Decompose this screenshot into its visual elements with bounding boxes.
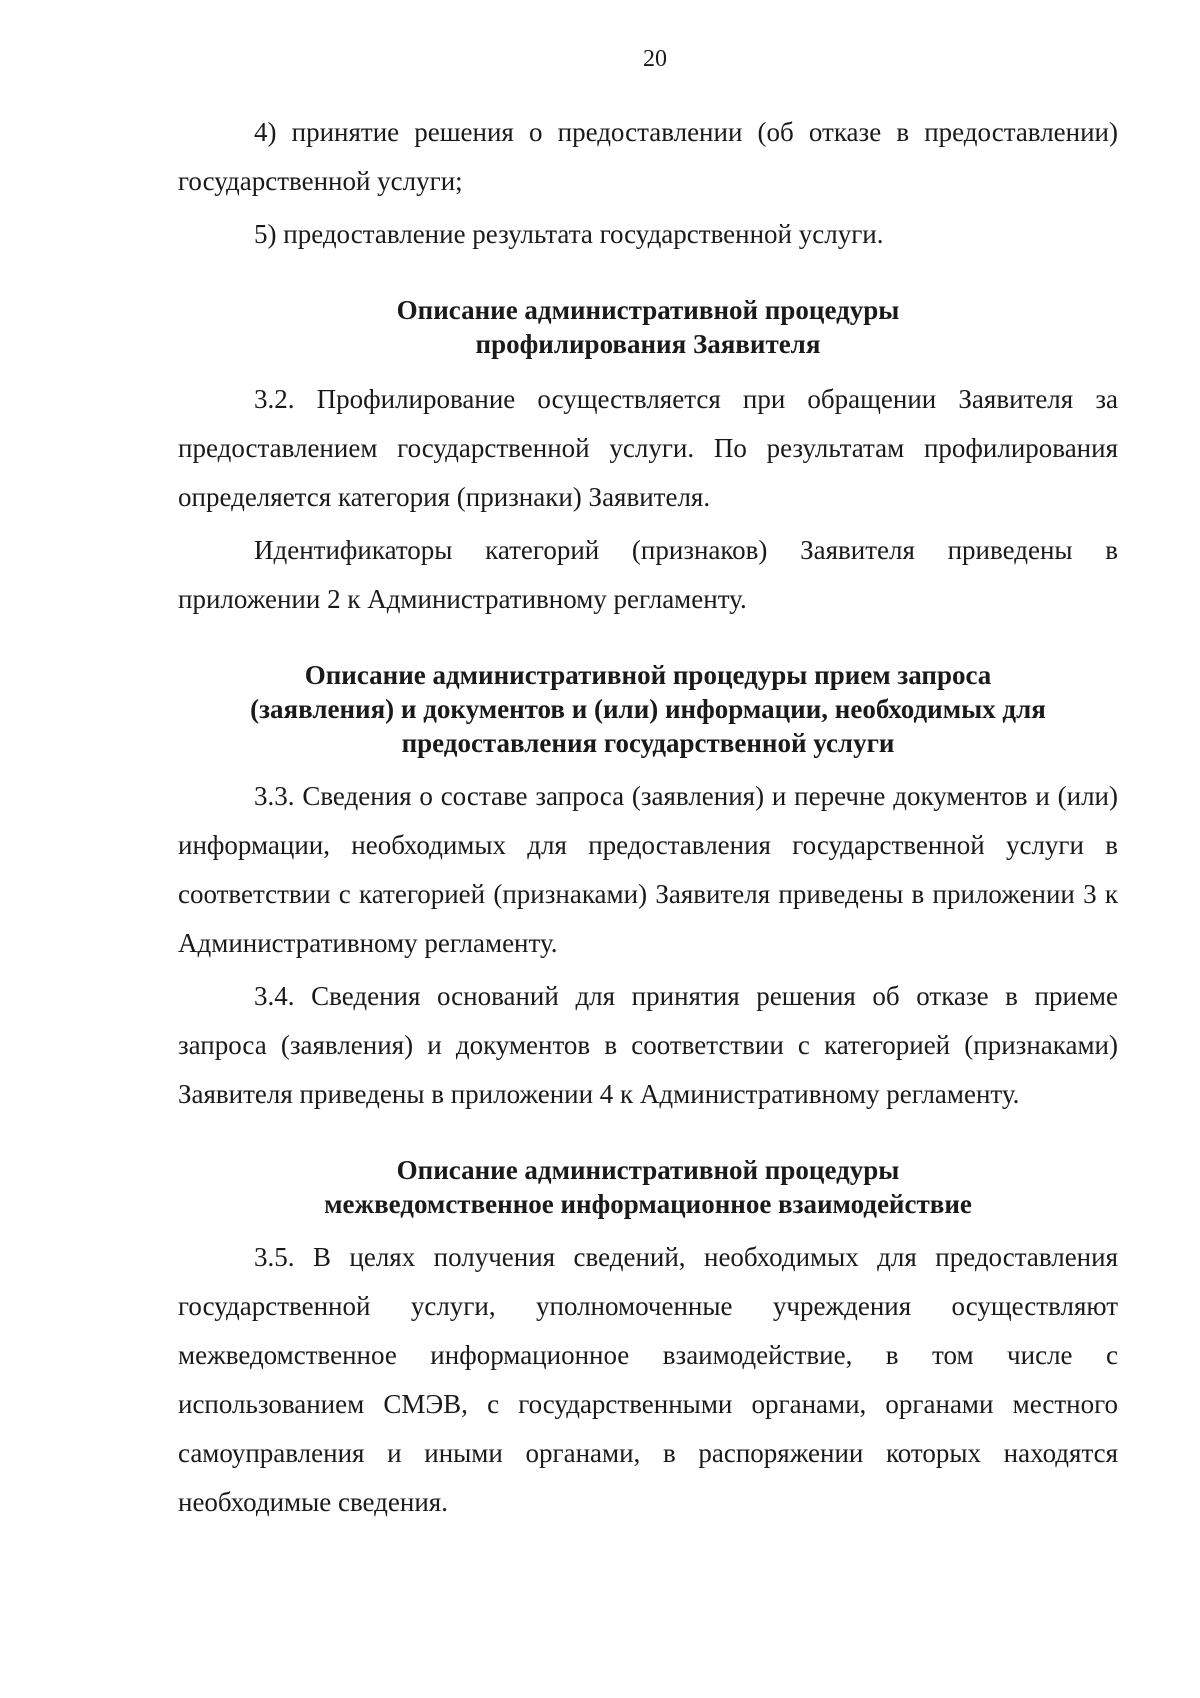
section-heading-profiling xyxy=(178,293,1118,361)
list-item-5: 5) предоставление результата государственной услуги. xyxy=(254,219,884,249)
page-number: 20 xyxy=(643,46,667,72)
list-item-4: 4) принятие решения о предоставлении (об отказе в предоставлении) государственной услуги; xyxy=(178,117,1118,196)
paragraph-3-4: 3.4. Сведения оснований для принятия решения об отказе в приеме запроса (заявления) и документов в соответствии с категорией (признаками) Заявителя приведены в приложении 4 к Административному регламенту. xyxy=(178,981,1118,1109)
heading-line: Описание административной процедуры прием запроса xyxy=(304,660,992,690)
paragraph-3-3: 3.3. Сведения о составе запроса (заявления) и перечне документов и (или) информации, необходимых для предоставления государственной услуги в соответствии с категорией (признаками) Заявителя приведены в приложении 3 к Административному регламенту. xyxy=(178,781,1118,958)
heading-line: предоставления государственной услуги xyxy=(401,728,895,758)
paragraph-3-2: 3.2. Профилирование осуществляется при обращении Заявителя за предоставлением государственной услуги. По результатам профилирования определяется категория (признаки) Заявителя. xyxy=(178,384,1118,512)
document-body xyxy=(178,108,1118,1527)
heading-line: межведомственное информационное взаимодействие xyxy=(324,1189,972,1219)
section-heading-interaction xyxy=(178,1153,1118,1221)
section-heading-reception xyxy=(178,658,1118,760)
paragraph-3-5: 3.5. В целях получения сведений, необходимых для предоставления государственной услуги, уполномоченные учреждения осуществляют межведомственное информационное взаимодействие, в том числе с использованием СМЭВ, с государственными органами, органами местного самоуправления и иными органами, в распоряжении которых находятся необходимые сведения. xyxy=(178,1242,1118,1517)
heading-line: Описание административной процедуры xyxy=(396,295,900,325)
heading-line: (заявления) и документов и (или) информации, необходимых для xyxy=(250,694,1046,724)
heading-line: профилирования Заявителя xyxy=(475,329,821,359)
paragraph-identifiers: Идентификаторы категорий (признаков) Заявителя приведены в приложении 2 к Административному регламенту. xyxy=(178,535,1118,614)
heading-line: Описание административной процедуры xyxy=(396,1155,900,1185)
